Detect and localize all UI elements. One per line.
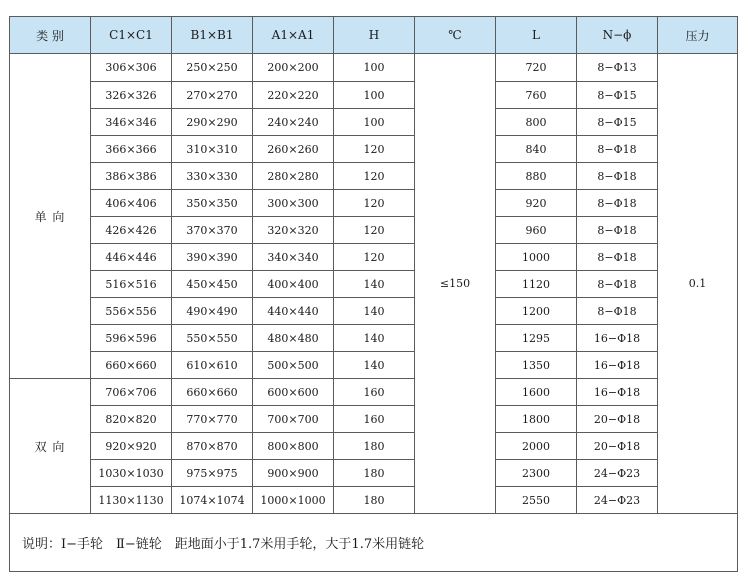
cell-l: 1600 <box>496 379 577 406</box>
cell-b1: 310×310 <box>172 136 253 163</box>
cell-c1: 820×820 <box>91 406 172 433</box>
cell-b1: 330×330 <box>172 163 253 190</box>
note-row <box>10 514 738 572</box>
cell-a1: 240×240 <box>253 109 334 136</box>
cell-l: 720 <box>496 54 577 82</box>
cell-n-phi: 8−Φ18 <box>577 244 658 271</box>
table-row <box>10 298 738 325</box>
cell-h: 140 <box>334 298 415 325</box>
header-temperature: ℃ <box>415 17 496 54</box>
table-row <box>10 487 738 514</box>
cell-n-phi: 8−Φ18 <box>577 190 658 217</box>
cell-l: 1350 <box>496 352 577 379</box>
cell-h: 140 <box>334 325 415 352</box>
cell-l: 920 <box>496 190 577 217</box>
header-b1: B1×B1 <box>172 17 253 54</box>
cell-c1: 1130×1130 <box>91 487 172 514</box>
table-row <box>10 406 738 433</box>
cell-n-phi: 8−Φ13 <box>577 54 658 82</box>
cell-h: 120 <box>334 190 415 217</box>
cell-c1: 920×920 <box>91 433 172 460</box>
cell-n-phi: 16−Φ18 <box>577 352 658 379</box>
cell-n-phi: 8−Φ18 <box>577 271 658 298</box>
cell-l: 960 <box>496 217 577 244</box>
cell-b1: 770×770 <box>172 406 253 433</box>
cell-n-phi: 8−Φ18 <box>577 298 658 325</box>
cell-a1: 200×200 <box>253 54 334 82</box>
cell-c1: 406×406 <box>91 190 172 217</box>
cell-l: 2300 <box>496 460 577 487</box>
group-label: 双 向 <box>10 379 91 514</box>
cell-temperature: ≤150 <box>415 54 496 514</box>
cell-l: 800 <box>496 109 577 136</box>
cell-b1: 1074×1074 <box>172 487 253 514</box>
cell-c1: 426×426 <box>91 217 172 244</box>
group-label: 单 向 <box>10 54 91 379</box>
cell-l: 1000 <box>496 244 577 271</box>
cell-n-phi: 16−Φ18 <box>577 379 658 406</box>
cell-h: 180 <box>334 460 415 487</box>
table-row <box>10 433 738 460</box>
table-row <box>10 217 738 244</box>
cell-n-phi: 24−Φ23 <box>577 460 658 487</box>
table-row <box>10 163 738 190</box>
cell-h: 120 <box>334 163 415 190</box>
cell-l: 2550 <box>496 487 577 514</box>
cell-n-phi: 8−Φ18 <box>577 217 658 244</box>
header-a1: A1×A1 <box>253 17 334 54</box>
note-text: 说明：Ⅰ−手轮 Ⅱ−链轮 距地面小于1.7米用手轮，大于1.7米用链轮 <box>10 514 738 572</box>
cell-c1: 556×556 <box>91 298 172 325</box>
cell-c1: 306×306 <box>91 54 172 82</box>
cell-b1: 660×660 <box>172 379 253 406</box>
cell-n-phi: 16−Φ18 <box>577 325 658 352</box>
cell-b1: 610×610 <box>172 352 253 379</box>
cell-n-phi: 8−Φ18 <box>577 163 658 190</box>
table-row <box>10 460 738 487</box>
cell-c1: 516×516 <box>91 271 172 298</box>
cell-b1: 975×975 <box>172 460 253 487</box>
cell-b1: 550×550 <box>172 325 253 352</box>
cell-n-phi: 8−Φ15 <box>577 82 658 109</box>
cell-l: 1120 <box>496 271 577 298</box>
cell-h: 180 <box>334 433 415 460</box>
cell-h: 120 <box>334 244 415 271</box>
cell-a1: 800×800 <box>253 433 334 460</box>
cell-a1: 400×400 <box>253 271 334 298</box>
cell-l: 880 <box>496 163 577 190</box>
header-category: 类 别 <box>10 17 91 54</box>
cell-c1: 366×366 <box>91 136 172 163</box>
header-n-phi: N−ϕ <box>577 17 658 54</box>
cell-n-phi: 24−Φ23 <box>577 487 658 514</box>
cell-a1: 600×600 <box>253 379 334 406</box>
cell-n-phi: 8−Φ18 <box>577 136 658 163</box>
cell-c1: 1030×1030 <box>91 460 172 487</box>
spec-table <box>9 16 738 572</box>
cell-b1: 370×370 <box>172 217 253 244</box>
header-row <box>10 17 738 54</box>
cell-a1: 700×700 <box>253 406 334 433</box>
cell-a1: 340×340 <box>253 244 334 271</box>
cell-c1: 596×596 <box>91 325 172 352</box>
cell-n-phi: 20−Φ18 <box>577 406 658 433</box>
cell-l: 1295 <box>496 325 577 352</box>
cell-a1: 500×500 <box>253 352 334 379</box>
cell-pressure: 0.1 <box>658 54 738 514</box>
cell-l: 840 <box>496 136 577 163</box>
table-row <box>10 325 738 352</box>
cell-l: 1800 <box>496 406 577 433</box>
table-body <box>10 54 738 514</box>
cell-a1: 300×300 <box>253 190 334 217</box>
cell-a1: 480×480 <box>253 325 334 352</box>
cell-b1: 450×450 <box>172 271 253 298</box>
cell-a1: 220×220 <box>253 82 334 109</box>
cell-b1: 350×350 <box>172 190 253 217</box>
cell-h: 160 <box>334 379 415 406</box>
cell-h: 140 <box>334 271 415 298</box>
cell-n-phi: 8−Φ15 <box>577 109 658 136</box>
table-row <box>10 352 738 379</box>
cell-b1: 290×290 <box>172 109 253 136</box>
cell-h: 100 <box>334 109 415 136</box>
cell-n-phi: 20−Φ18 <box>577 433 658 460</box>
cell-h: 140 <box>334 352 415 379</box>
cell-l: 2000 <box>496 433 577 460</box>
cell-c1: 346×346 <box>91 109 172 136</box>
table-row <box>10 109 738 136</box>
table-footer <box>10 514 738 572</box>
cell-c1: 446×446 <box>91 244 172 271</box>
cell-h: 120 <box>334 136 415 163</box>
cell-b1: 250×250 <box>172 54 253 82</box>
cell-h: 160 <box>334 406 415 433</box>
cell-a1: 440×440 <box>253 298 334 325</box>
cell-a1: 280×280 <box>253 163 334 190</box>
cell-b1: 270×270 <box>172 82 253 109</box>
table-row <box>10 82 738 109</box>
header-c1: C1×C1 <box>91 17 172 54</box>
cell-c1: 706×706 <box>91 379 172 406</box>
cell-h: 120 <box>334 217 415 244</box>
header-l: L <box>496 17 577 54</box>
cell-b1: 870×870 <box>172 433 253 460</box>
cell-l: 1200 <box>496 298 577 325</box>
cell-c1: 326×326 <box>91 82 172 109</box>
cell-l: 760 <box>496 82 577 109</box>
cell-b1: 490×490 <box>172 298 253 325</box>
table-header <box>10 17 738 54</box>
cell-a1: 320×320 <box>253 217 334 244</box>
table-row <box>10 379 738 406</box>
table-row <box>10 54 738 82</box>
cell-h: 180 <box>334 487 415 514</box>
cell-h: 100 <box>334 82 415 109</box>
header-h: H <box>334 17 415 54</box>
cell-a1: 900×900 <box>253 460 334 487</box>
cell-b1: 390×390 <box>172 244 253 271</box>
cell-c1: 386×386 <box>91 163 172 190</box>
table-row <box>10 136 738 163</box>
cell-h: 100 <box>334 54 415 82</box>
cell-a1: 1000×1000 <box>253 487 334 514</box>
table-row <box>10 244 738 271</box>
cell-c1: 660×660 <box>91 352 172 379</box>
table-row <box>10 271 738 298</box>
header-pressure: 压力 <box>658 17 738 54</box>
cell-a1: 260×260 <box>253 136 334 163</box>
table-row <box>10 190 738 217</box>
